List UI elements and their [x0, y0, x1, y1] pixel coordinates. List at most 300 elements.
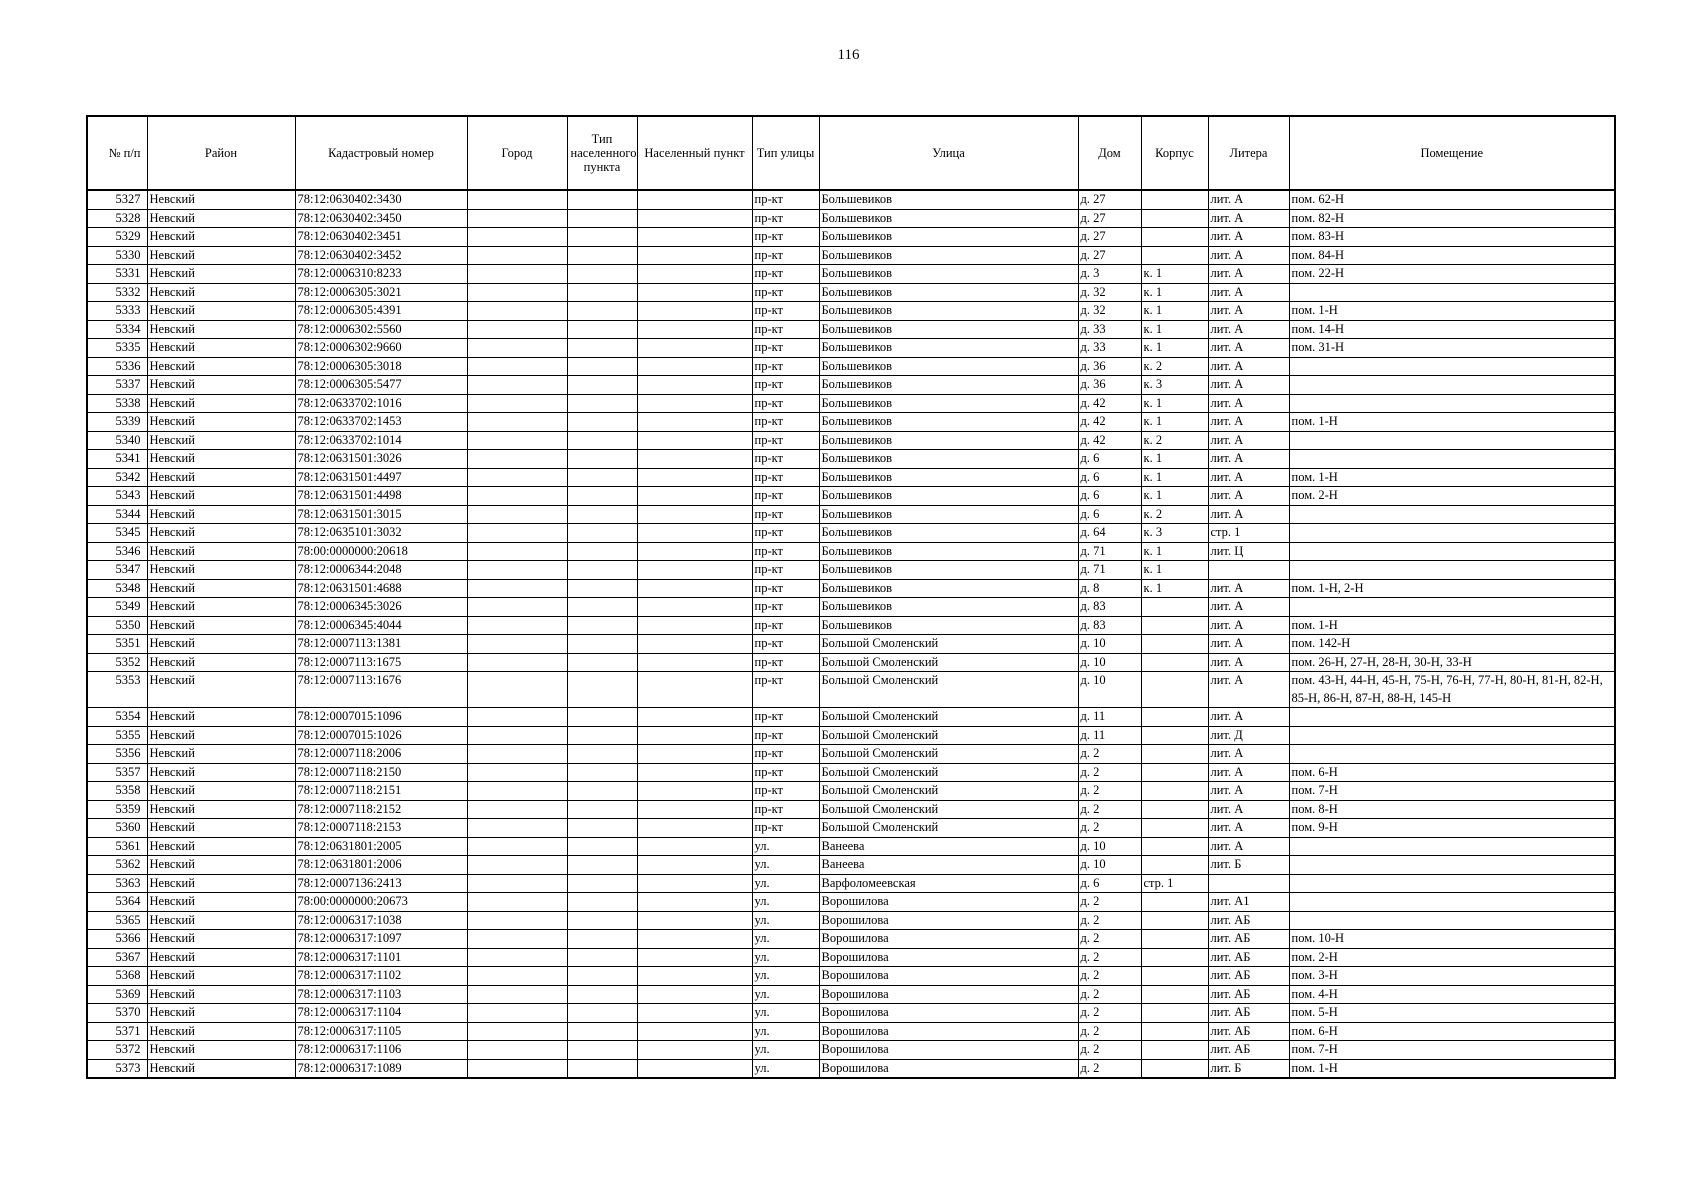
cell-building	[1141, 726, 1208, 745]
cell-settlement	[637, 874, 752, 893]
cell-street: Большевиков	[819, 320, 1078, 339]
cell-street-type: пр-кт	[752, 209, 819, 228]
cell-number: 5362	[87, 856, 147, 875]
cell-street: Варфоломеевская	[819, 874, 1078, 893]
cell-premises: пом. 4-Н	[1289, 985, 1615, 1004]
header-col-city: Город	[467, 116, 567, 190]
cell-house: д. 8	[1078, 579, 1141, 598]
cell-district: Невский	[147, 800, 295, 819]
table-row	[87, 265, 1615, 284]
cell-settlement-type	[567, 837, 637, 856]
cell-street: Большевиков	[819, 468, 1078, 487]
cell-building	[1141, 708, 1208, 727]
cell-number: 5359	[87, 800, 147, 819]
cell-settlement-type	[567, 246, 637, 265]
cell-street-type: ул.	[752, 874, 819, 893]
cell-house: д. 10	[1078, 672, 1141, 708]
cell-settlement-type	[567, 542, 637, 561]
cell-cadastral-number: 78:12:0007118:2151	[295, 782, 467, 801]
cell-cadastral-number: 78:12:0630402:3430	[295, 190, 467, 209]
cell-number: 5373	[87, 1059, 147, 1078]
cell-cadastral-number: 78:12:0006317:1102	[295, 967, 467, 986]
table-row	[87, 985, 1615, 1004]
cell-house: д. 2	[1078, 930, 1141, 949]
cell-letter: лит. А	[1208, 579, 1289, 598]
cell-street: Большевиков	[819, 190, 1078, 209]
cell-house: д. 2	[1078, 745, 1141, 764]
cell-letter: лит. АБ	[1208, 1041, 1289, 1060]
cell-street-type: ул.	[752, 1041, 819, 1060]
header-col-district: Район	[147, 116, 295, 190]
cell-street-type: ул.	[752, 1022, 819, 1041]
cell-house: д. 33	[1078, 339, 1141, 358]
table-row	[87, 763, 1615, 782]
header-col-cadastral-number: Кадастровый номер	[295, 116, 467, 190]
cell-settlement	[637, 320, 752, 339]
cell-street: Большевиков	[819, 598, 1078, 617]
cell-city	[467, 782, 567, 801]
table-row	[87, 672, 1615, 708]
cell-premises	[1289, 431, 1615, 450]
cell-building: к. 1	[1141, 339, 1208, 358]
cell-district: Невский	[147, 450, 295, 469]
cell-number: 5341	[87, 450, 147, 469]
cell-premises	[1289, 837, 1615, 856]
cell-premises: пом. 5-Н	[1289, 1004, 1615, 1023]
cell-street-type: пр-кт	[752, 283, 819, 302]
table-row	[87, 782, 1615, 801]
cell-street-type: пр-кт	[752, 228, 819, 247]
cell-number: 5347	[87, 561, 147, 580]
cell-cadastral-number: 78:12:0633702:1453	[295, 413, 467, 432]
cell-letter: лит. А	[1208, 431, 1289, 450]
cell-street-type: пр-кт	[752, 357, 819, 376]
cell-house: д. 2	[1078, 1004, 1141, 1023]
cell-settlement-type	[567, 856, 637, 875]
cell-street-type: пр-кт	[752, 635, 819, 654]
cell-letter: лит. А	[1208, 320, 1289, 339]
table-row	[87, 635, 1615, 654]
cell-letter: лит. Д	[1208, 726, 1289, 745]
cell-building	[1141, 1022, 1208, 1041]
cell-settlement-type	[567, 320, 637, 339]
cell-settlement-type	[567, 431, 637, 450]
cell-cadastral-number: 78:12:0006305:4391	[295, 302, 467, 321]
table-row	[87, 357, 1615, 376]
cell-letter: лит. А	[1208, 246, 1289, 265]
cell-letter: лит. А	[1208, 653, 1289, 672]
cell-district: Невский	[147, 967, 295, 986]
cell-letter: лит. АБ	[1208, 985, 1289, 1004]
header-col-house: Дом	[1078, 116, 1141, 190]
cell-house: д. 27	[1078, 228, 1141, 247]
header-col-street-type: Тип улицы	[752, 116, 819, 190]
cell-cadastral-number: 78:12:0006317:1106	[295, 1041, 467, 1060]
cell-cadastral-number: 78:12:0007113:1676	[295, 672, 467, 708]
cell-street-type: ул.	[752, 930, 819, 949]
table-row	[87, 708, 1615, 727]
cell-building: к. 2	[1141, 357, 1208, 376]
cell-street: Большевиков	[819, 265, 1078, 284]
cell-letter: лит. Ц	[1208, 542, 1289, 561]
cell-premises	[1289, 505, 1615, 524]
cell-premises: пом. 7-Н	[1289, 1041, 1615, 1060]
cell-district: Невский	[147, 357, 295, 376]
cell-settlement-type	[567, 635, 637, 654]
table-row	[87, 819, 1615, 838]
cell-cadastral-number: 78:12:0007015:1026	[295, 726, 467, 745]
cell-house: д. 11	[1078, 708, 1141, 727]
cell-building: к. 2	[1141, 431, 1208, 450]
table-row	[87, 874, 1615, 893]
cell-settlement-type	[567, 782, 637, 801]
cell-street: Ванеева	[819, 856, 1078, 875]
cell-cadastral-number: 78:12:0631801:2005	[295, 837, 467, 856]
cell-settlement-type	[567, 800, 637, 819]
cell-city	[467, 745, 567, 764]
cell-number: 5342	[87, 468, 147, 487]
cell-house: д. 36	[1078, 376, 1141, 395]
cell-building: к. 1	[1141, 487, 1208, 506]
cell-city	[467, 672, 567, 708]
cell-house: д. 2	[1078, 763, 1141, 782]
cell-premises: пом. 1-Н	[1289, 413, 1615, 432]
cell-number: 5351	[87, 635, 147, 654]
cell-house: д. 36	[1078, 357, 1141, 376]
cell-cadastral-number: 78:12:0006305:3018	[295, 357, 467, 376]
cell-building: к. 1	[1141, 579, 1208, 598]
cell-letter: лит. А	[1208, 394, 1289, 413]
cell-letter: лит. А	[1208, 708, 1289, 727]
cell-district: Невский	[147, 190, 295, 209]
cell-settlement-type	[567, 1022, 637, 1041]
table-row	[87, 1022, 1615, 1041]
cell-street-type: пр-кт	[752, 524, 819, 543]
cell-house: д. 2	[1078, 1022, 1141, 1041]
cell-number: 5350	[87, 616, 147, 635]
cell-street: Большой Смоленский	[819, 708, 1078, 727]
cell-cadastral-number: 78:12:0006305:5477	[295, 376, 467, 395]
cell-city	[467, 1004, 567, 1023]
cell-house: д. 27	[1078, 190, 1141, 209]
cell-cadastral-number: 78:12:0007015:1096	[295, 708, 467, 727]
cell-city	[467, 561, 567, 580]
cell-premises: пом. 7-Н	[1289, 782, 1615, 801]
cell-number: 5349	[87, 598, 147, 617]
cell-cadastral-number: 78:12:0007113:1675	[295, 653, 467, 672]
cell-settlement	[637, 190, 752, 209]
cell-street: Большевиков	[819, 228, 1078, 247]
cell-building	[1141, 653, 1208, 672]
cell-city	[467, 542, 567, 561]
cell-building	[1141, 911, 1208, 930]
cell-city	[467, 1041, 567, 1060]
cell-settlement-type	[567, 967, 637, 986]
cell-cadastral-number: 78:12:0006317:1089	[295, 1059, 467, 1078]
cell-street: Большевиков	[819, 487, 1078, 506]
cell-premises: пом. 10-Н	[1289, 930, 1615, 949]
cell-city	[467, 763, 567, 782]
cell-street: Большой Смоленский	[819, 819, 1078, 838]
cell-letter: стр. 1	[1208, 524, 1289, 543]
cell-street-type: ул.	[752, 948, 819, 967]
cell-number: 5331	[87, 265, 147, 284]
cell-number: 5328	[87, 209, 147, 228]
table-row	[87, 394, 1615, 413]
cell-city	[467, 283, 567, 302]
cell-number: 5367	[87, 948, 147, 967]
cell-settlement-type	[567, 579, 637, 598]
cell-cadastral-number: 78:12:0006317:1104	[295, 1004, 467, 1023]
cell-street: Большой Смоленский	[819, 782, 1078, 801]
cell-street-type: ул.	[752, 967, 819, 986]
cell-building: к. 1	[1141, 561, 1208, 580]
cell-premises	[1289, 745, 1615, 764]
header-col-letter: Литера	[1208, 116, 1289, 190]
cell-street-type: пр-кт	[752, 376, 819, 395]
page-number: 116	[837, 47, 860, 63]
cell-house: д. 3	[1078, 265, 1141, 284]
cell-house: д. 6	[1078, 487, 1141, 506]
cell-number: 5337	[87, 376, 147, 395]
cell-number: 5358	[87, 782, 147, 801]
cell-number: 5333	[87, 302, 147, 321]
cell-building	[1141, 930, 1208, 949]
cell-street-type: пр-кт	[752, 708, 819, 727]
cell-settlement	[637, 246, 752, 265]
cell-street: Ворошилова	[819, 1022, 1078, 1041]
cell-cadastral-number: 78:12:0006317:1097	[295, 930, 467, 949]
table-row	[87, 911, 1615, 930]
cell-district: Невский	[147, 819, 295, 838]
cell-street-type: пр-кт	[752, 246, 819, 265]
cell-city	[467, 431, 567, 450]
cell-building: к. 3	[1141, 376, 1208, 395]
cell-building: к. 1	[1141, 394, 1208, 413]
cell-district: Невский	[147, 874, 295, 893]
cell-district: Невский	[147, 283, 295, 302]
cell-district: Невский	[147, 782, 295, 801]
cell-number: 5329	[87, 228, 147, 247]
cell-house: д. 2	[1078, 967, 1141, 986]
table-row	[87, 339, 1615, 358]
cell-city	[467, 874, 567, 893]
cell-district: Невский	[147, 1022, 295, 1041]
cell-number: 5339	[87, 413, 147, 432]
cell-house: д. 2	[1078, 800, 1141, 819]
cell-cadastral-number: 78:12:0007113:1381	[295, 635, 467, 654]
table-row	[87, 561, 1615, 580]
cell-settlement	[637, 302, 752, 321]
cell-street: Большевиков	[819, 524, 1078, 543]
cell-number: 5330	[87, 246, 147, 265]
cell-cadastral-number: 78:12:0007118:2006	[295, 745, 467, 764]
cell-settlement	[637, 357, 752, 376]
table-row	[87, 579, 1615, 598]
cell-settlement	[637, 561, 752, 580]
cell-district: Невский	[147, 1004, 295, 1023]
cell-district: Невский	[147, 487, 295, 506]
cell-letter: лит. АБ	[1208, 967, 1289, 986]
cell-number: 5336	[87, 357, 147, 376]
cell-district: Невский	[147, 616, 295, 635]
cell-premises: пом. 2-Н	[1289, 948, 1615, 967]
cell-letter: лит. А	[1208, 819, 1289, 838]
cell-cadastral-number: 78:12:0635101:3032	[295, 524, 467, 543]
cell-building	[1141, 800, 1208, 819]
cell-building: к. 1	[1141, 542, 1208, 561]
cell-premises: пом. 9-Н	[1289, 819, 1615, 838]
cell-settlement	[637, 653, 752, 672]
table-row	[87, 598, 1615, 617]
cell-number: 5352	[87, 653, 147, 672]
cell-settlement	[637, 413, 752, 432]
cell-settlement-type	[567, 598, 637, 617]
cell-cadastral-number: 78:00:0000000:20618	[295, 542, 467, 561]
cell-number: 5356	[87, 745, 147, 764]
cell-city	[467, 635, 567, 654]
cell-building: к. 2	[1141, 505, 1208, 524]
cell-building	[1141, 967, 1208, 986]
cell-letter: лит. А	[1208, 763, 1289, 782]
cell-letter: лит. А	[1208, 209, 1289, 228]
cell-street-type: пр-кт	[752, 302, 819, 321]
cell-street-type: ул.	[752, 856, 819, 875]
cell-cadastral-number: 78:12:0631801:2006	[295, 856, 467, 875]
cell-premises: пом. 1-Н, 2-Н	[1289, 579, 1615, 598]
cell-premises	[1289, 708, 1615, 727]
table-row	[87, 468, 1615, 487]
cell-cadastral-number: 78:12:0631501:4498	[295, 487, 467, 506]
cell-house: д. 6	[1078, 874, 1141, 893]
cell-city	[467, 967, 567, 986]
cell-number: 5346	[87, 542, 147, 561]
cell-number: 5338	[87, 394, 147, 413]
table-row	[87, 1004, 1615, 1023]
cell-city	[467, 930, 567, 949]
cell-number: 5355	[87, 726, 147, 745]
cell-settlement-type	[567, 1004, 637, 1023]
cell-city	[467, 948, 567, 967]
cell-settlement-type	[567, 874, 637, 893]
cell-settlement-type	[567, 357, 637, 376]
cell-street-type: пр-кт	[752, 819, 819, 838]
cell-house: д. 32	[1078, 302, 1141, 321]
cell-settlement-type	[567, 672, 637, 708]
cell-settlement	[637, 708, 752, 727]
cell-settlement	[637, 893, 752, 912]
cell-building: к. 3	[1141, 524, 1208, 543]
cell-building: к. 1	[1141, 283, 1208, 302]
cell-street: Большевиков	[819, 209, 1078, 228]
cell-city	[467, 190, 567, 209]
cell-letter: лит. А	[1208, 302, 1289, 321]
cell-city	[467, 653, 567, 672]
cell-building	[1141, 1059, 1208, 1078]
table-row	[87, 856, 1615, 875]
cell-house: д. 71	[1078, 561, 1141, 580]
cell-city	[467, 819, 567, 838]
cell-number: 5343	[87, 487, 147, 506]
cell-house: д. 2	[1078, 948, 1141, 967]
cell-cadastral-number: 78:00:0000000:20673	[295, 893, 467, 912]
cell-building	[1141, 672, 1208, 708]
cell-district: Невский	[147, 1041, 295, 1060]
cell-number: 5344	[87, 505, 147, 524]
cell-district: Невский	[147, 672, 295, 708]
cell-cadastral-number: 78:12:0006317:1105	[295, 1022, 467, 1041]
cell-street: Большевиков	[819, 339, 1078, 358]
cell-settlement	[637, 948, 752, 967]
cell-building	[1141, 856, 1208, 875]
cell-settlement-type	[567, 930, 637, 949]
cell-building	[1141, 228, 1208, 247]
cell-letter: лит. А	[1208, 339, 1289, 358]
cell-settlement-type	[567, 283, 637, 302]
cell-premises	[1289, 357, 1615, 376]
cell-cadastral-number: 78:12:0630402:3452	[295, 246, 467, 265]
cell-cadastral-number: 78:12:0631501:3015	[295, 505, 467, 524]
cell-premises: пом. 8-Н	[1289, 800, 1615, 819]
cell-number: 5340	[87, 431, 147, 450]
cell-house: д. 10	[1078, 653, 1141, 672]
cell-building	[1141, 209, 1208, 228]
cell-settlement	[637, 339, 752, 358]
cell-street-type: пр-кт	[752, 265, 819, 284]
cell-settlement-type	[567, 616, 637, 635]
cell-letter: лит. Б	[1208, 856, 1289, 875]
cell-cadastral-number: 78:12:0006302:9660	[295, 339, 467, 358]
cell-premises: пом. 6-Н	[1289, 1022, 1615, 1041]
cell-street: Большой Смоленский	[819, 672, 1078, 708]
cell-letter: лит. АБ	[1208, 911, 1289, 930]
cell-district: Невский	[147, 653, 295, 672]
cell-cadastral-number: 78:12:0006345:3026	[295, 598, 467, 617]
cell-street-type: пр-кт	[752, 542, 819, 561]
cell-settlement-type	[567, 228, 637, 247]
cell-premises: пом. 26-Н, 27-Н, 28-Н, 30-Н, 33-Н	[1289, 653, 1615, 672]
cell-premises	[1289, 542, 1615, 561]
table-row	[87, 930, 1615, 949]
cell-settlement	[637, 376, 752, 395]
cell-settlement	[637, 209, 752, 228]
cell-letter: лит. А1	[1208, 893, 1289, 912]
cell-building: к. 1	[1141, 413, 1208, 432]
cell-house: д. 64	[1078, 524, 1141, 543]
cell-letter	[1208, 874, 1289, 893]
cell-settlement-type	[567, 1059, 637, 1078]
cell-street: Большевиков	[819, 246, 1078, 265]
cell-settlement	[637, 598, 752, 617]
cell-settlement	[637, 542, 752, 561]
cell-house: д. 6	[1078, 450, 1141, 469]
cell-settlement-type	[567, 745, 637, 764]
cell-street: Большой Смоленский	[819, 726, 1078, 745]
cell-settlement-type	[567, 708, 637, 727]
cell-district: Невский	[147, 320, 295, 339]
cell-street: Большевиков	[819, 413, 1078, 432]
cell-settlement	[637, 726, 752, 745]
cell-building	[1141, 616, 1208, 635]
table-row	[87, 542, 1615, 561]
cell-district: Невский	[147, 468, 295, 487]
cell-cadastral-number: 78:12:0633702:1014	[295, 431, 467, 450]
cell-district: Невский	[147, 431, 295, 450]
table-row	[87, 1041, 1615, 1060]
cell-street-type: пр-кт	[752, 450, 819, 469]
cell-street: Большой Смоленский	[819, 653, 1078, 672]
cell-cadastral-number: 78:12:0631501:3026	[295, 450, 467, 469]
